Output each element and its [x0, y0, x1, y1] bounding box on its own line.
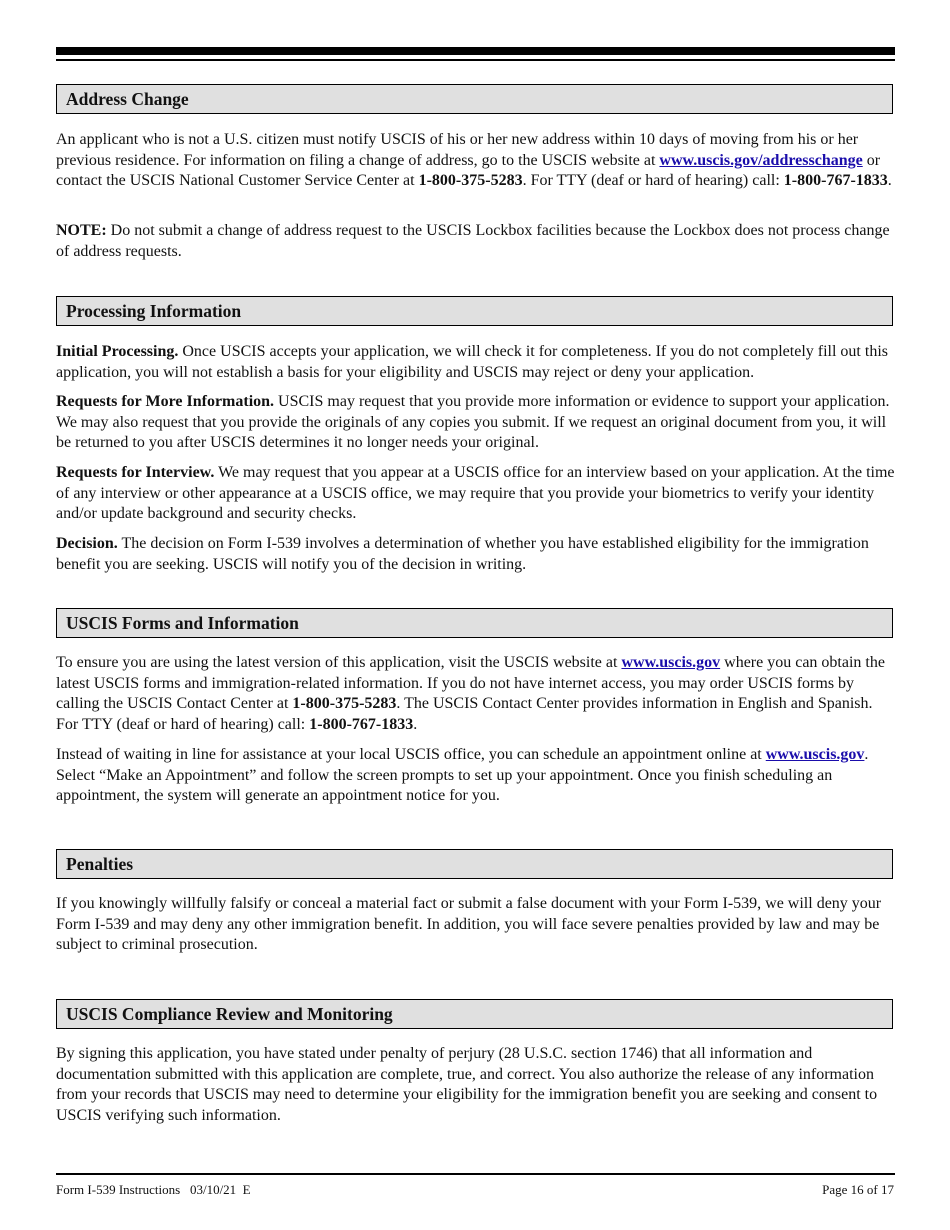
forms-info-paragraph: To ensure you are using the latest version of this application, visit the USCIS website at www.uscis.gov where you can obtain the latest USCIS forms and immigration-related information. If you do not have internet access, you may order USCIS forms by calling the USCIS Contact Center at 1-800-375-5283. The USCIS Contact Center provides information in English and Spanish. For TTY (deaf or hard of hearing) call: 1-800-767-1833. [56, 654, 885, 733]
requests-interview-paragraph: Requests for Interview. We may request that you appear at a USCIS office for an interview based on your application. At the time of any interview or other appearance at a USCIS office, we may require that you provide your biometrics to verify your identity and/or update background and security checks. [56, 464, 895, 522]
address-change-link[interactable]: www.uscis.gov/addresschange [659, 151, 863, 169]
decision-paragraph: Decision. The decision on Form I-539 involves a determination of whether you have established eligibility for the immigration benefit you are seeking. USCIS will notify you of the decision in writing. [56, 535, 869, 573]
address-change-note: NOTE: Do not submit a change of address request to the USCIS Lockbox facilities because the Lockbox does not process change of address requests. [56, 222, 890, 260]
tty-phone-number: 1-800-767-1833 [309, 715, 414, 733]
requests-info-paragraph: Requests for More Information. USCIS may request that you provide more information or evidence to support your application. We may also request that you provide the originals of any copies you submit. If we request an original document from you, it will be returned to you after USCIS determines it no longer needs your original. [56, 393, 890, 451]
footer-page-number: Page 16 of 17 [822, 1182, 894, 1197]
top-rule-thick [56, 47, 895, 55]
initial-processing-paragraph: Initial Processing. Once USCIS accepts your application, we will check it for completeness. If you do not completely fill out this application, you will not establish a basis for your eligibility and USCIS may reject or deny your application. [56, 343, 888, 381]
section-header-processing: Processing Information [56, 296, 893, 326]
uscis-website-link[interactable]: www.uscis.gov [621, 654, 721, 671]
footer-rule [56, 1173, 895, 1175]
penalties-paragraph: If you knowingly willfully falsify or conceal a material fact or submit a false document with your Form I-539, we will deny your Form I-539 and may deny any other immigration benefit. In addition, you will face severe penalties provided by law and may be subject to criminal prosecution. [56, 895, 882, 953]
contact-phone-number: 1-800-375-5283 [292, 695, 397, 712]
compliance-paragraph: By signing this application, you have stated under penalty of perjury (28 U.S.C. section 1746) that all information and documentation submitted with this application are complete, true, and correct. You also authorize the release of any information from your records that USCIS may need to determine your eligibility for the immigration benefit you are seeking and consent to USCIS verifying such information. [56, 1045, 878, 1124]
section-header-forms-info: USCIS Forms and Information [56, 608, 893, 638]
phone-number: 1-800-375-5283 [418, 172, 523, 189]
section-header-compliance: USCIS Compliance Review and Monitoring [56, 999, 893, 1029]
top-rule-thin [56, 59, 895, 61]
footer-form-id: Form I-539 Instructions 03/10/21 E [56, 1182, 251, 1197]
tty-phone-number: 1-800-767-1833 [783, 172, 888, 189]
address-change-paragraph: An applicant who is not a U.S. citizen must notify USCIS of his or her new address within 10 days of moving from his or her previous residence. For information on filing a change of address, go to the USCIS website at www.uscis.gov/addresschange or contact the USCIS National Customer Service Center at 1-800-375-5283. For TTY (deaf or hard of hearing) call: 1-800-767-1833. [56, 131, 892, 189]
section-header-address-change: Address Change [56, 84, 893, 114]
uscis-website-link[interactable]: www.uscis.gov [765, 746, 865, 763]
section-header-penalties: Penalties [56, 849, 893, 879]
appointment-paragraph: Instead of waiting in line for assistance at your local USCIS office, you can schedule an appointment online at www.uscis.gov. Select “Make an Appointment” and follow the screen prompts to set up your appointment. Once you finish scheduling an appointment, the system will generate an appointment notice for you. [56, 746, 869, 804]
